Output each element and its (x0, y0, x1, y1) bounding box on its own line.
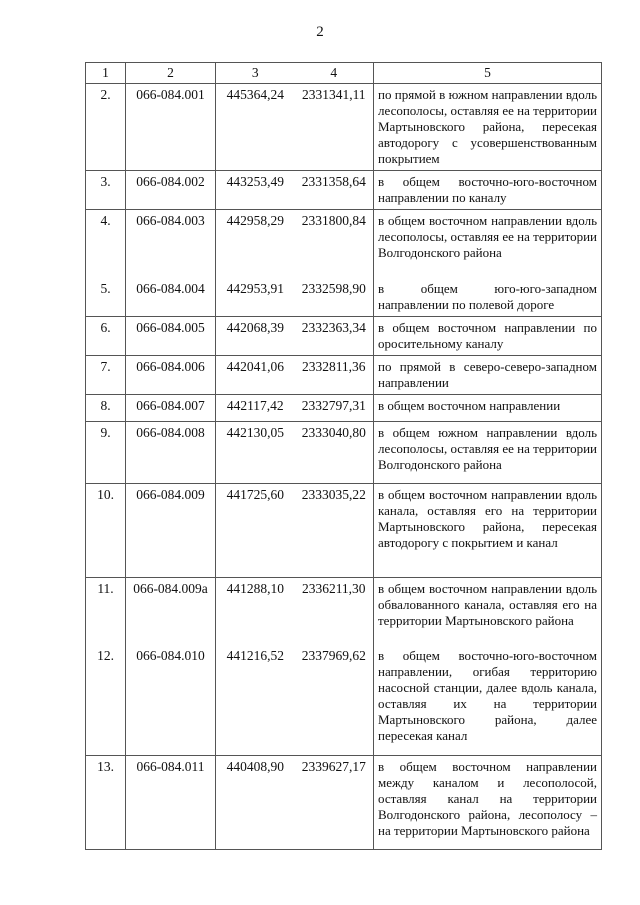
point-code: 066-084.008 (126, 421, 216, 483)
point-code: 066-084.002 (126, 171, 216, 210)
header-col-1: 1 (86, 63, 126, 84)
coordinate-y: 2336211,30 (295, 577, 374, 645)
header-col-3: 3 (216, 63, 295, 84)
coordinate-x: 442958,29 (216, 210, 295, 278)
boundary-description: в общем южном направлении вдоль лесополосы, оставляя ее на территории Волгодонского района (374, 421, 602, 483)
row-number: 10. (86, 483, 126, 577)
row-number: 8. (86, 394, 126, 421)
row-number: 5. (86, 278, 126, 317)
coordinate-y: 2333040,80 (295, 421, 374, 483)
boundary-description: в общем восточно-юго-восточном направлении, огибая территорию насосной станции, далее вдоль канала, оставляя их на территории Мартыновского района, далее пересекая канал (374, 645, 602, 755)
coordinate-y: 2331800,84 (295, 210, 374, 278)
point-code: 066-084.003 (126, 210, 216, 278)
boundary-description: в общем восточном направлении (374, 394, 602, 421)
boundary-description: по прямой в южном направлении вдоль лесополосы, оставляя ее на территории Мартыновского района, пересекая автодорогу с усовершенствованным покрытием (374, 84, 602, 171)
point-code: 066-084.004 (126, 278, 216, 317)
row-number: 9. (86, 421, 126, 483)
point-code: 066-084.001 (126, 84, 216, 171)
point-code: 066-084.009 (126, 483, 216, 577)
header-col-2: 2 (126, 63, 216, 84)
point-code: 066-084.006 (126, 355, 216, 394)
point-code: 066-084.010 (126, 645, 216, 755)
boundary-description: в общем восточном направлении вдоль канала, оставляя его на территории Мартыновского района, пересекая автодорогу с покрытием и канал (374, 483, 602, 577)
boundary-table (85, 62, 602, 850)
coordinate-y: 2332797,31 (295, 394, 374, 421)
table-header-row (86, 63, 602, 84)
row-number: 6. (86, 316, 126, 355)
coordinate-y: 2332363,34 (295, 316, 374, 355)
coordinate-x: 441725,60 (216, 483, 295, 577)
row-number: 12. (86, 645, 126, 755)
coordinate-y: 2331341,11 (295, 84, 374, 171)
table-row (86, 577, 602, 645)
row-number: 4. (86, 210, 126, 278)
header-col-5: 5 (374, 63, 602, 84)
coordinate-x: 442117,42 (216, 394, 295, 421)
table-row (86, 171, 602, 210)
row-number: 3. (86, 171, 126, 210)
coordinate-y: 2332811,36 (295, 355, 374, 394)
point-code: 066-084.007 (126, 394, 216, 421)
row-number: 13. (86, 755, 126, 849)
table-row (86, 755, 602, 849)
coordinate-x: 443253,49 (216, 171, 295, 210)
coordinate-x: 445364,24 (216, 84, 295, 171)
coordinate-y: 2339627,17 (295, 755, 374, 849)
table-row (86, 645, 602, 755)
table-row (86, 394, 602, 421)
point-code: 066-084.011 (126, 755, 216, 849)
coordinate-x: 442068,39 (216, 316, 295, 355)
coordinate-x: 442041,06 (216, 355, 295, 394)
coordinate-x: 442130,05 (216, 421, 295, 483)
boundary-description: по прямой в северо-северо-западном направлении (374, 355, 602, 394)
table-row (86, 278, 602, 317)
coordinate-y: 2331358,64 (295, 171, 374, 210)
coordinate-y: 2333035,22 (295, 483, 374, 577)
boundary-description: в общем восточном направлении между каналом и лесополосой, оставляя канал на территории Волгодонского района, лесополосу – на территории Мартыновского района (374, 755, 602, 849)
table-row (86, 84, 602, 171)
row-number: 7. (86, 355, 126, 394)
coordinate-y: 2337969,62 (295, 645, 374, 755)
boundary-description: в общем восточном направлении по оросительному каналу (374, 316, 602, 355)
row-number: 11. (86, 577, 126, 645)
point-code: 066-084.009а (126, 577, 216, 645)
boundary-description: в общем восточно-юго-восточном направлении по каналу (374, 171, 602, 210)
table-row (86, 355, 602, 394)
boundary-description: в общем юго-юго-западном направлении по полевой дороге (374, 278, 602, 317)
page-number: 2 (316, 24, 324, 40)
table-row (86, 483, 602, 577)
boundary-description: в общем восточном направлении вдоль лесополосы, оставляя ее на территории Волгодонского района (374, 210, 602, 278)
table-row (86, 421, 602, 483)
row-number: 2. (86, 84, 126, 171)
header-col-4: 4 (295, 63, 374, 84)
boundary-description: в общем восточном направлении вдоль обвалованного канала, оставляя его на территории Мартыновского района (374, 577, 602, 645)
coordinate-x: 440408,90 (216, 755, 295, 849)
coordinate-y: 2332598,90 (295, 278, 374, 317)
table-row (86, 210, 602, 278)
point-code: 066-084.005 (126, 316, 216, 355)
table-row (86, 316, 602, 355)
coordinate-x: 442953,91 (216, 278, 295, 317)
coordinate-x: 441288,10 (216, 577, 295, 645)
coordinate-x: 441216,52 (216, 645, 295, 755)
